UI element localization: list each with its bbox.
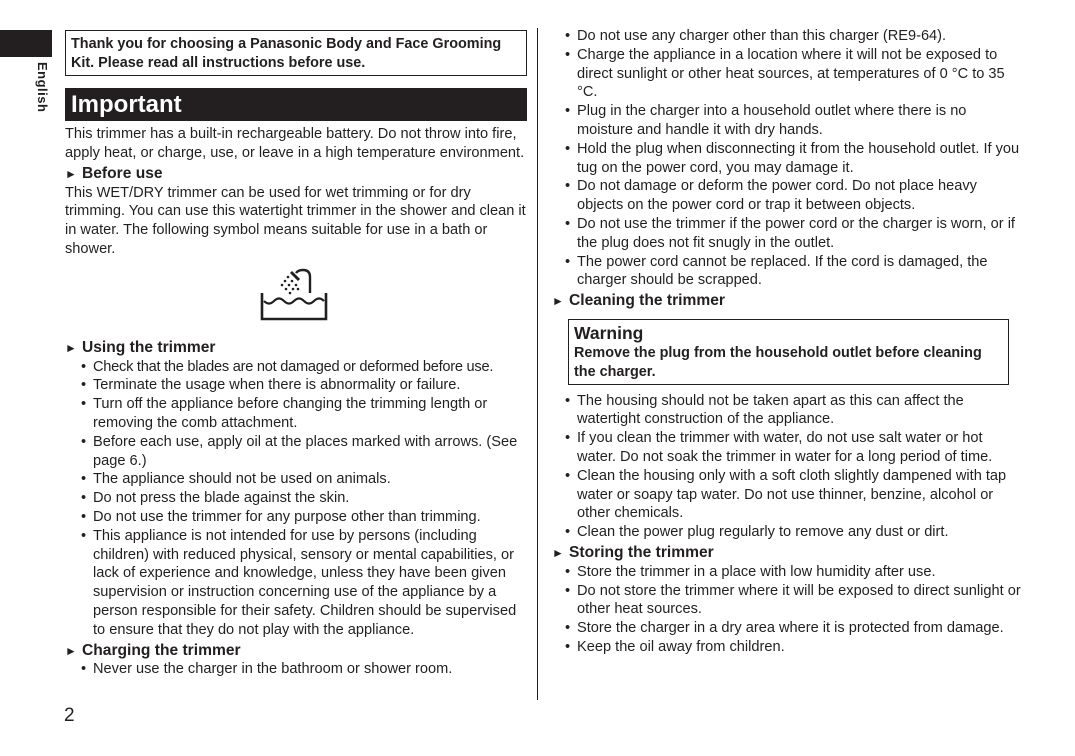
arrow-right-icon: ► — [65, 340, 77, 355]
list-item: • Hold the plug when disconnecting it from the household outlet. If you tug on the power cord, you may damage it. — [565, 140, 1022, 178]
important-heading: Important — [65, 88, 527, 121]
list-item: • The power cord cannot be replaced. If the cord is damaged, the charger should be scrapped. — [565, 253, 1022, 291]
bath-shower-icon — [258, 267, 330, 325]
list-item: • The housing should not be taken apart as this can affect the watertight construction of the appliance. — [565, 392, 1022, 430]
list-item: • Plug in the charger into a household outlet where there is no moisture and handle it with dry hands. — [565, 102, 1022, 140]
language-tab-marker — [0, 30, 52, 57]
warning-title: Warning — [574, 322, 644, 343]
language-label: English — [35, 62, 50, 113]
list-item: • Do not use any charger other than this charger (RE9-64). — [565, 27, 1022, 46]
section-heading-charging: ► Charging the trimmer — [65, 641, 241, 659]
list-item: • Store the charger in a dry area where it is protected from damage. — [565, 619, 1022, 638]
list-item: • Before each use, apply oil at the places marked with arrows. (See page 6.) — [81, 433, 527, 471]
warning-box — [568, 319, 1009, 385]
list-item: • Turn off the appliance before changing the trimming length or removing the comb attachment. — [81, 395, 527, 433]
charging-list-continued — [552, 27, 1022, 290]
warning-text: Remove the plug from the household outlet before cleaning the charger. — [574, 344, 982, 380]
list-item: • Store the trimmer in a place with low humidity after use. — [565, 563, 1022, 582]
battery-warning-text: This trimmer has a built-in rechargeable battery. Do not throw into fire, apply heat, or charge, use, or leave in a high temperature environment. — [65, 126, 525, 161]
arrow-right-icon: ► — [65, 166, 77, 181]
bath-shower-symbol — [65, 259, 527, 337]
list-item: • Clean the housing only with a soft cloth slightly dampened with tap water or soapy tap water. Do not use thinner, benzine, alcohol or other chemicals. — [565, 467, 1022, 523]
arrow-right-icon: ► — [65, 643, 77, 658]
charging-list — [65, 660, 527, 679]
left-column — [65, 30, 527, 679]
list-item: • Keep the oil away from children. — [565, 638, 1022, 657]
section-heading-cleaning: ► Cleaning the trimmer — [552, 292, 725, 310]
list-item: • This appliance is not intended for use by persons (including children) with reduced physical, sensory or mental capabilities, or lack of experience and knowledge, unless they have been given supervision or instruction concerning use of the appliance by a person responsible for their safety. Children should be supervised to ensure that they do not play with the appliance. — [81, 527, 527, 640]
arrow-right-icon: ► — [552, 294, 564, 309]
list-item: • Do not press the blade against the skin. — [81, 489, 527, 508]
page-number: 2 — [64, 705, 75, 726]
list-item: • Do not use the trimmer if the power cord or the charger is worn, or if the plug does not fit snugly in the outlet. — [565, 215, 1022, 253]
list-item: • The appliance should not be used on animals. — [81, 470, 527, 489]
list-item: • Never use the charger in the bathroom or shower room. — [81, 660, 527, 679]
list-item: • Check that the blades are not damaged or deformed before use. — [81, 358, 527, 377]
storing-list — [552, 563, 1022, 657]
section-heading-storing: ► Storing the trimmer — [552, 543, 714, 561]
column-divider — [537, 28, 538, 700]
list-item: • Terminate the usage when there is abnormality or failure. — [81, 376, 527, 395]
list-item: • Do not store the trimmer where it will be exposed to direct sunlight or other heat sources. — [565, 582, 1022, 620]
list-item: • Do not damage or deform the power cord. Do not place heavy objects on the power cord or trap it between objects. — [565, 177, 1022, 215]
cleaning-list — [552, 392, 1022, 542]
thank-you-box: Thank you for choosing a Panasonic Body and Face Grooming Kit. Please read all instructions before use. — [65, 30, 527, 76]
before-use-text: This WET/DRY trimmer can be used for wet trimming or for dry trimming. You can use this watertight trimmer in the shower and clean it in water. The following symbol means suitable for use in a bath or shower. — [65, 184, 526, 257]
section-heading-using: ► Using the trimmer — [65, 338, 216, 356]
arrow-right-icon: ► — [552, 545, 564, 560]
list-item: • Charge the appliance in a location where it will not be exposed to direct sunlight or other heat sources, at temperatures of 0 °C to 35 °C. — [565, 46, 1022, 102]
list-item: • Do not use the trimmer for any purpose other than trimming. — [81, 508, 527, 527]
using-list — [65, 358, 527, 640]
section-heading-before-use: ► Before use — [65, 164, 163, 182]
right-column — [552, 27, 1022, 657]
list-item: • If you clean the trimmer with water, do not use salt water or hot water. Do not soak the trimmer in water for a long period of time. — [565, 429, 1022, 467]
list-item: • Clean the power plug regularly to remove any dust or dirt. — [565, 523, 1022, 542]
